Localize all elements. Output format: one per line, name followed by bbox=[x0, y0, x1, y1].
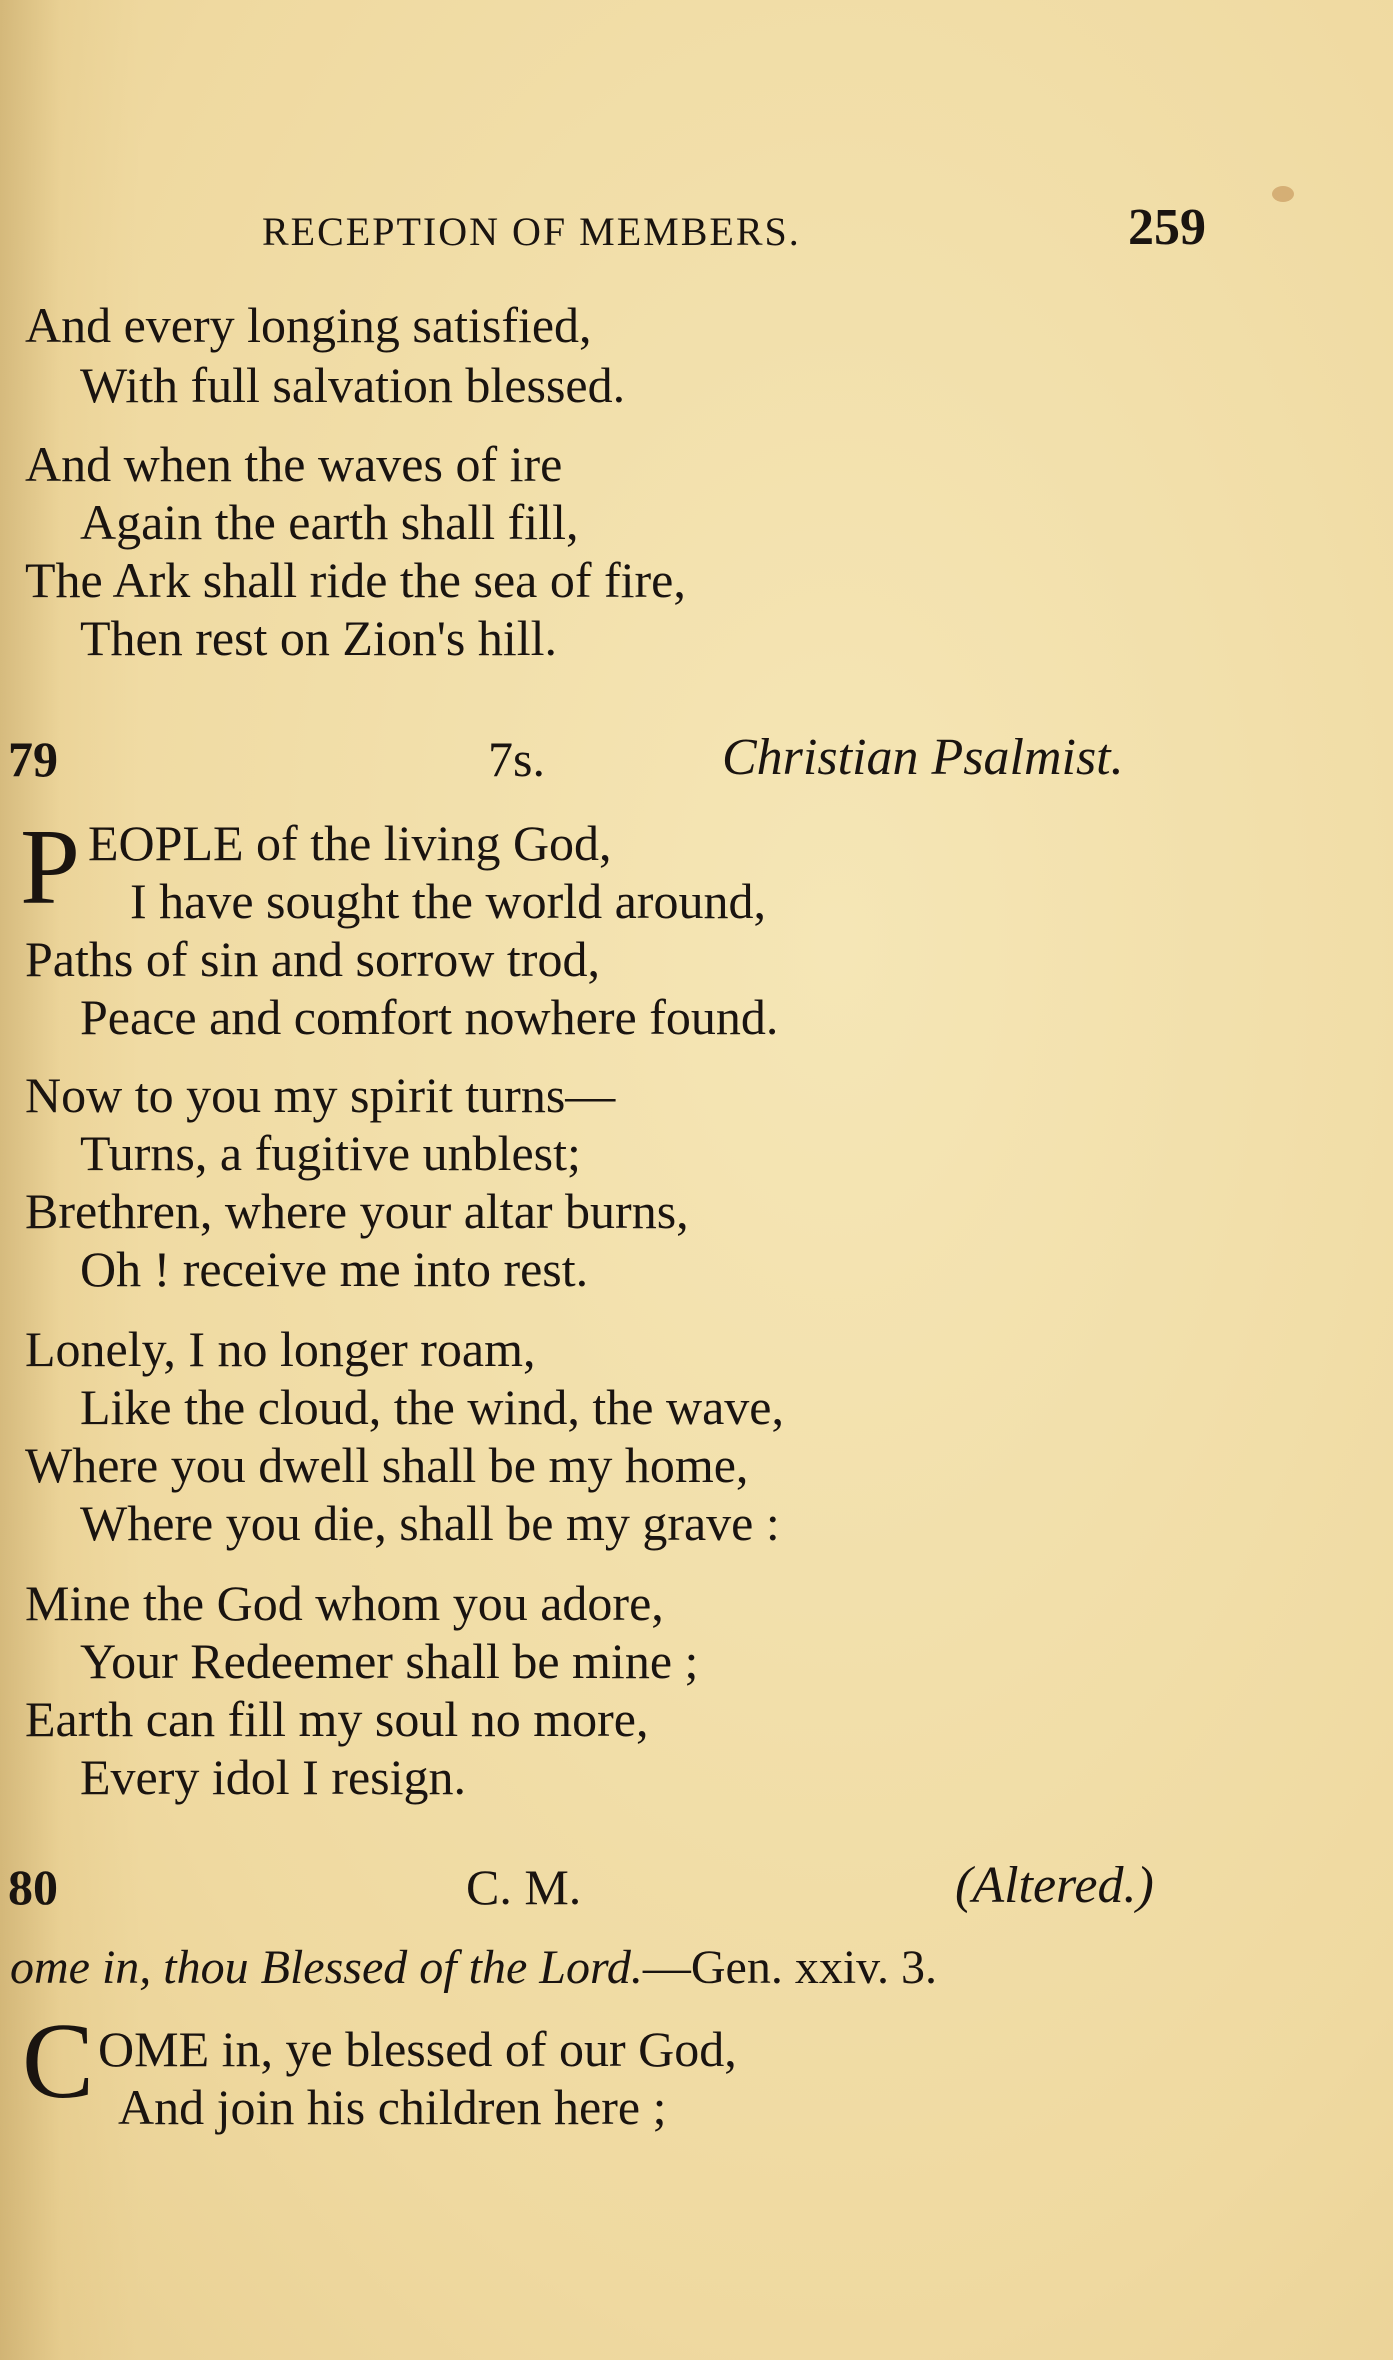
stain-mark bbox=[1272, 186, 1294, 202]
verse-line: Brethren, where your altar burns, bbox=[25, 1183, 689, 1239]
verse-line: Oh ! receive me into rest. bbox=[80, 1241, 589, 1297]
drop-cap: C bbox=[22, 2002, 95, 2121]
verse-line: Again the earth shall fill, bbox=[80, 494, 579, 550]
hymn-number: 80 bbox=[8, 1859, 58, 1915]
verse-line: Every idol I resign. bbox=[80, 1749, 467, 1805]
hymn-meter: 7s. bbox=[488, 731, 545, 787]
page-number: 259 bbox=[1128, 199, 1206, 256]
verse-line: Lonely, I no longer roam, bbox=[25, 1321, 536, 1377]
running-header: RECEPTION OF MEMBERS. bbox=[262, 209, 801, 254]
drop-cap: P bbox=[20, 808, 81, 927]
epigraph-text: ome in, thou Blessed of the Lord. bbox=[10, 1941, 643, 1994]
verse-line: Like the cloud, the wind, the wave, bbox=[80, 1379, 784, 1435]
verse-line: Peace and comfort nowhere found. bbox=[80, 989, 779, 1045]
verse-line: Mine the God whom you adore, bbox=[25, 1575, 664, 1631]
verse-line: And every longing satisfied, bbox=[25, 297, 592, 353]
verse-line: Where you die, shall be my grave : bbox=[80, 1495, 780, 1551]
verse-line: Turns, a fugitive unblest; bbox=[80, 1125, 581, 1181]
hymn-meter: C. M. bbox=[466, 1859, 582, 1915]
verse-line: And join his children here ; bbox=[118, 2079, 667, 2135]
verse-line: OME in, ye blessed of our God, bbox=[98, 2021, 737, 2077]
verse-line: Earth can fill my soul no more, bbox=[25, 1691, 649, 1747]
hymn-source: Christian Psalmist. bbox=[722, 729, 1124, 786]
epigraph-reference: —Gen. xxiv. 3. bbox=[642, 1941, 938, 1994]
verse-line: Paths of sin and sorrow trod, bbox=[25, 931, 600, 987]
verse-line: With full salvation blessed. bbox=[80, 357, 626, 413]
verse-line: Where you dwell shall be my home, bbox=[25, 1437, 749, 1493]
verse-line: The Ark shall ride the sea of fire, bbox=[25, 552, 686, 608]
verse-line: EOPLE of the living God, bbox=[88, 815, 612, 871]
verse-line: Now to you my spirit turns— bbox=[25, 1067, 616, 1123]
verse-line: Your Redeemer shall be mine ; bbox=[80, 1633, 699, 1689]
verse-line: And when the waves of ire bbox=[25, 436, 563, 492]
verse-line: I have sought the world around, bbox=[130, 873, 766, 929]
verse-line: Then rest on Zion's hill. bbox=[80, 610, 558, 666]
hymn-number: 79 bbox=[8, 731, 58, 787]
hymn-source: (Altered.) bbox=[955, 1857, 1154, 1914]
epigraph bbox=[10, 1940, 937, 1995]
